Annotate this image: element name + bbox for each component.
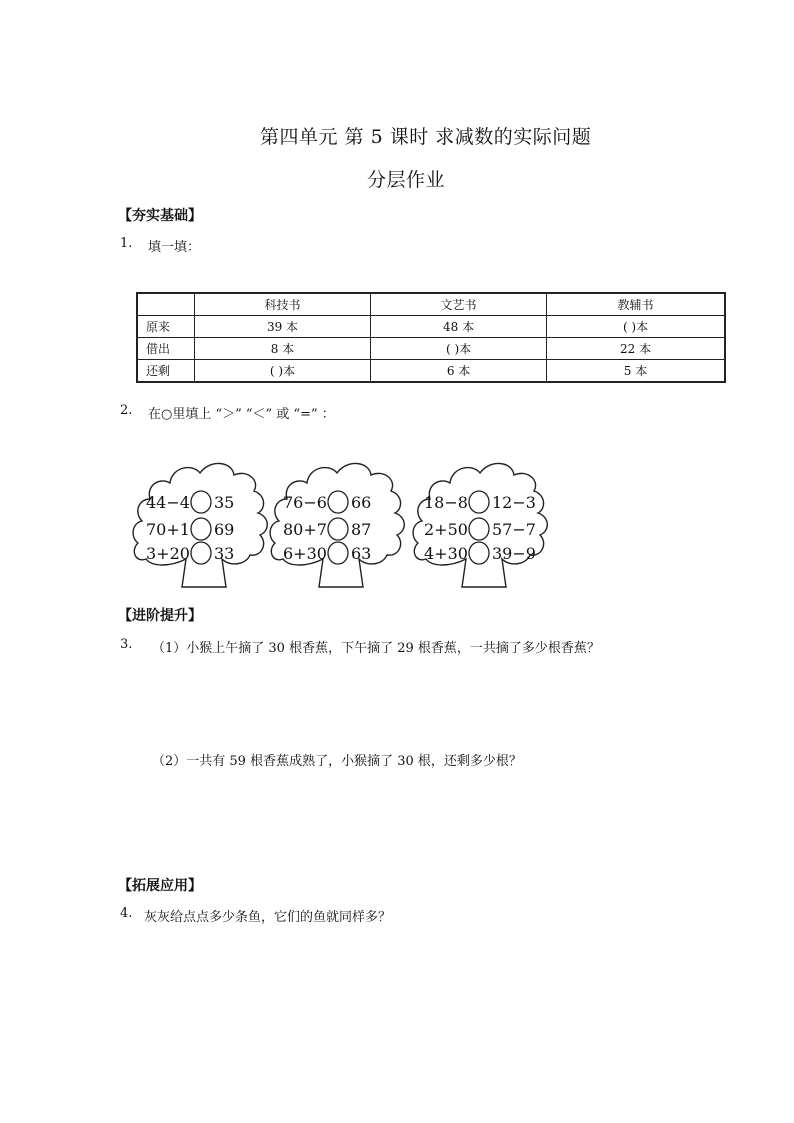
table-cell xyxy=(137,293,195,316)
q2-number: 2. xyxy=(120,403,133,418)
comparison-trees xyxy=(130,455,570,595)
tree-expr-right: 33 xyxy=(214,544,235,563)
answer-blank[interactable]: ( )本 xyxy=(195,360,371,383)
answer-blank[interactable]: ( )本 xyxy=(547,316,725,338)
tree-expr-left: 44−4 xyxy=(146,493,190,512)
table-cell: 22 本 xyxy=(547,338,725,360)
tree-expr-right: 69 xyxy=(214,520,235,539)
compare-circle[interactable] xyxy=(191,542,211,564)
table-cell: 5 本 xyxy=(547,360,725,383)
section-advanced: 【进阶提升】 xyxy=(118,608,202,624)
table-row xyxy=(137,360,725,383)
table-cell: 6 本 xyxy=(371,360,547,383)
page-subtitle: 分层作业 xyxy=(367,169,446,191)
compare-circle[interactable] xyxy=(328,542,348,564)
table-cell: 文艺书 xyxy=(371,293,547,316)
table-cell: 教辅书 xyxy=(547,293,725,316)
tree-expr-right: 57−7 xyxy=(492,520,536,539)
table-cell: 借出 xyxy=(137,338,195,360)
table-cell: 原来 xyxy=(137,316,195,338)
tree-expr-left: 4+30 xyxy=(424,544,468,563)
table-row xyxy=(137,338,725,360)
tree-expr-left: 6+30 xyxy=(283,544,327,563)
tree-2 xyxy=(270,463,404,587)
table-header-row xyxy=(137,293,725,316)
tree-expr-left: 3+20 xyxy=(146,544,190,563)
table-cell: 39 本 xyxy=(195,316,371,338)
section-basic: 【夯实基础】 xyxy=(118,208,202,224)
q2-text: 在○里填上 “＞” “＜” 或 “=” ： xyxy=(148,407,335,422)
compare-circle[interactable] xyxy=(469,491,489,513)
tree-expr-right: 12−3 xyxy=(492,493,536,512)
q1-number: 1. xyxy=(120,236,133,251)
q4-text: 灰灰给点点多少条鱼，它们的鱼就同样多？ xyxy=(144,910,392,925)
tree-3 xyxy=(413,463,547,587)
tree-expr-left: 76−6 xyxy=(283,493,327,512)
tree-expr-left: 18−8 xyxy=(424,493,468,512)
compare-circle[interactable] xyxy=(328,491,348,513)
table-cell: 8 本 xyxy=(195,338,371,360)
tree-expr-left: 70+1 xyxy=(146,520,190,539)
tree-expr-left: 2+50 xyxy=(424,520,468,539)
table-row xyxy=(137,316,725,338)
tree-expr-right: 63 xyxy=(351,544,372,563)
q1-text: 填一填： xyxy=(148,240,201,255)
tree-expr-right: 35 xyxy=(214,493,235,512)
table-cell: 还剩 xyxy=(137,360,195,383)
q4-number: 4. xyxy=(120,906,133,921)
compare-circle[interactable] xyxy=(469,518,489,540)
tree-expr-right: 87 xyxy=(351,520,372,539)
page-title: 第四单元 第 5 课时 求减数的实际问题 xyxy=(260,126,592,148)
q3-number: 3. xyxy=(120,637,133,652)
q3-part2: （2）一共有 59 根香蕉成熟了，小猴摘了 30 根，还剩多少根？ xyxy=(152,754,522,769)
compare-circle[interactable] xyxy=(328,518,348,540)
compare-circle[interactable] xyxy=(469,542,489,564)
tree-expr-right: 39−9 xyxy=(492,544,536,563)
compare-circle[interactable] xyxy=(191,491,211,513)
answer-blank[interactable]: ( )本 xyxy=(371,338,547,360)
tree-expr-left: 80+7 xyxy=(283,520,327,539)
compare-circle[interactable] xyxy=(191,518,211,540)
section-extension: 【拓展应用】 xyxy=(118,878,202,894)
q3-part1: （1）小猴上午摘了 30 根香蕉，下午摘了 29 根香蕉，一共摘了多少根香蕉？ xyxy=(152,641,600,656)
tree-1 xyxy=(133,463,267,587)
table-cell: 48 本 xyxy=(371,316,547,338)
table-cell: 科技书 xyxy=(195,293,371,316)
books-table xyxy=(136,292,726,383)
tree-expr-right: 66 xyxy=(351,493,372,512)
